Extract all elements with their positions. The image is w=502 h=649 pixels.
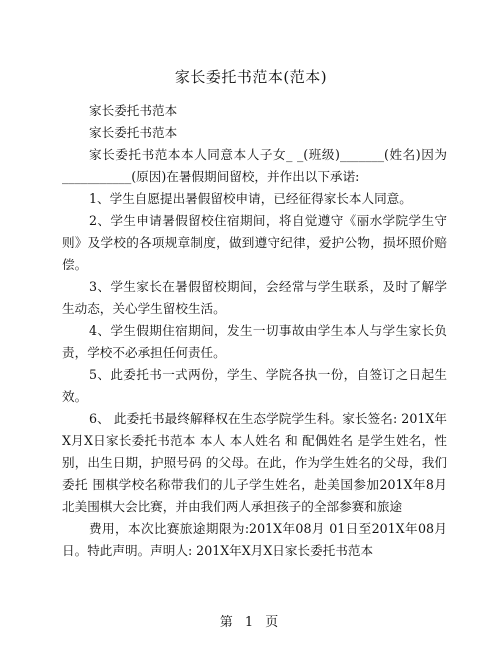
paragraph: 5、此委托书一式两份，学生、学院各执一份，自签订之日起生效。	[62, 367, 447, 404]
paragraph: 家长委托书范本	[89, 125, 178, 140]
paragraph: 4、学生假期住宿期间，发生一切事故由学生本人与学生家长负责，学校不必承担任何责任。	[62, 323, 447, 360]
paragraph: 1、学生自愿提出暑假留校申请，已经征得家长本人同意。	[89, 191, 412, 206]
paragraph: 3、学生家长在暑假留校期间，会经常与学生联系，及时了解学生动态，关心学生留校生活。	[62, 279, 447, 316]
paragraph: 费用，本次比赛旅途期限为:201X年08月 01日至201X年08月 日。特此声明。声明人: 201X年X月X日家长委托书范本	[62, 521, 447, 558]
paragraph: 2、学生申请暑假留校住宿期间，将自觉遵守《丽水学院学生守则》及学校的各项规章制度，做到遵守纪律，爱护公物，损坏照价赔偿。	[62, 213, 447, 272]
page-number: 第 1 页	[219, 615, 283, 630]
document-body	[62, 100, 447, 562]
paragraph: 家长委托书范本	[89, 103, 178, 118]
paragraph: 6、 此委托书最终解释权在生态学院学生科。家长签名: 201X年X月X日家长委托书范本 本人 本人姓名 和 配偶姓名 是学生姓名，性别，出生日期，护照号码 的父母。在此，作为学生姓名的父母，我们委托 围棋学校名称带我们的儿子学生姓名，赴美国参加201X年8月北美围棋大会比赛，并由我们两人承担孩子的全部参赛和旅途	[62, 411, 447, 514]
paragraph: 家长委托书范本本人同意本人子女_ _(班级)_______(姓名)因为___________(原因)在暑假期间留校，并作出以下承诺:	[62, 147, 447, 184]
document-title: 家长委托书范本(范本)	[174, 68, 328, 86]
